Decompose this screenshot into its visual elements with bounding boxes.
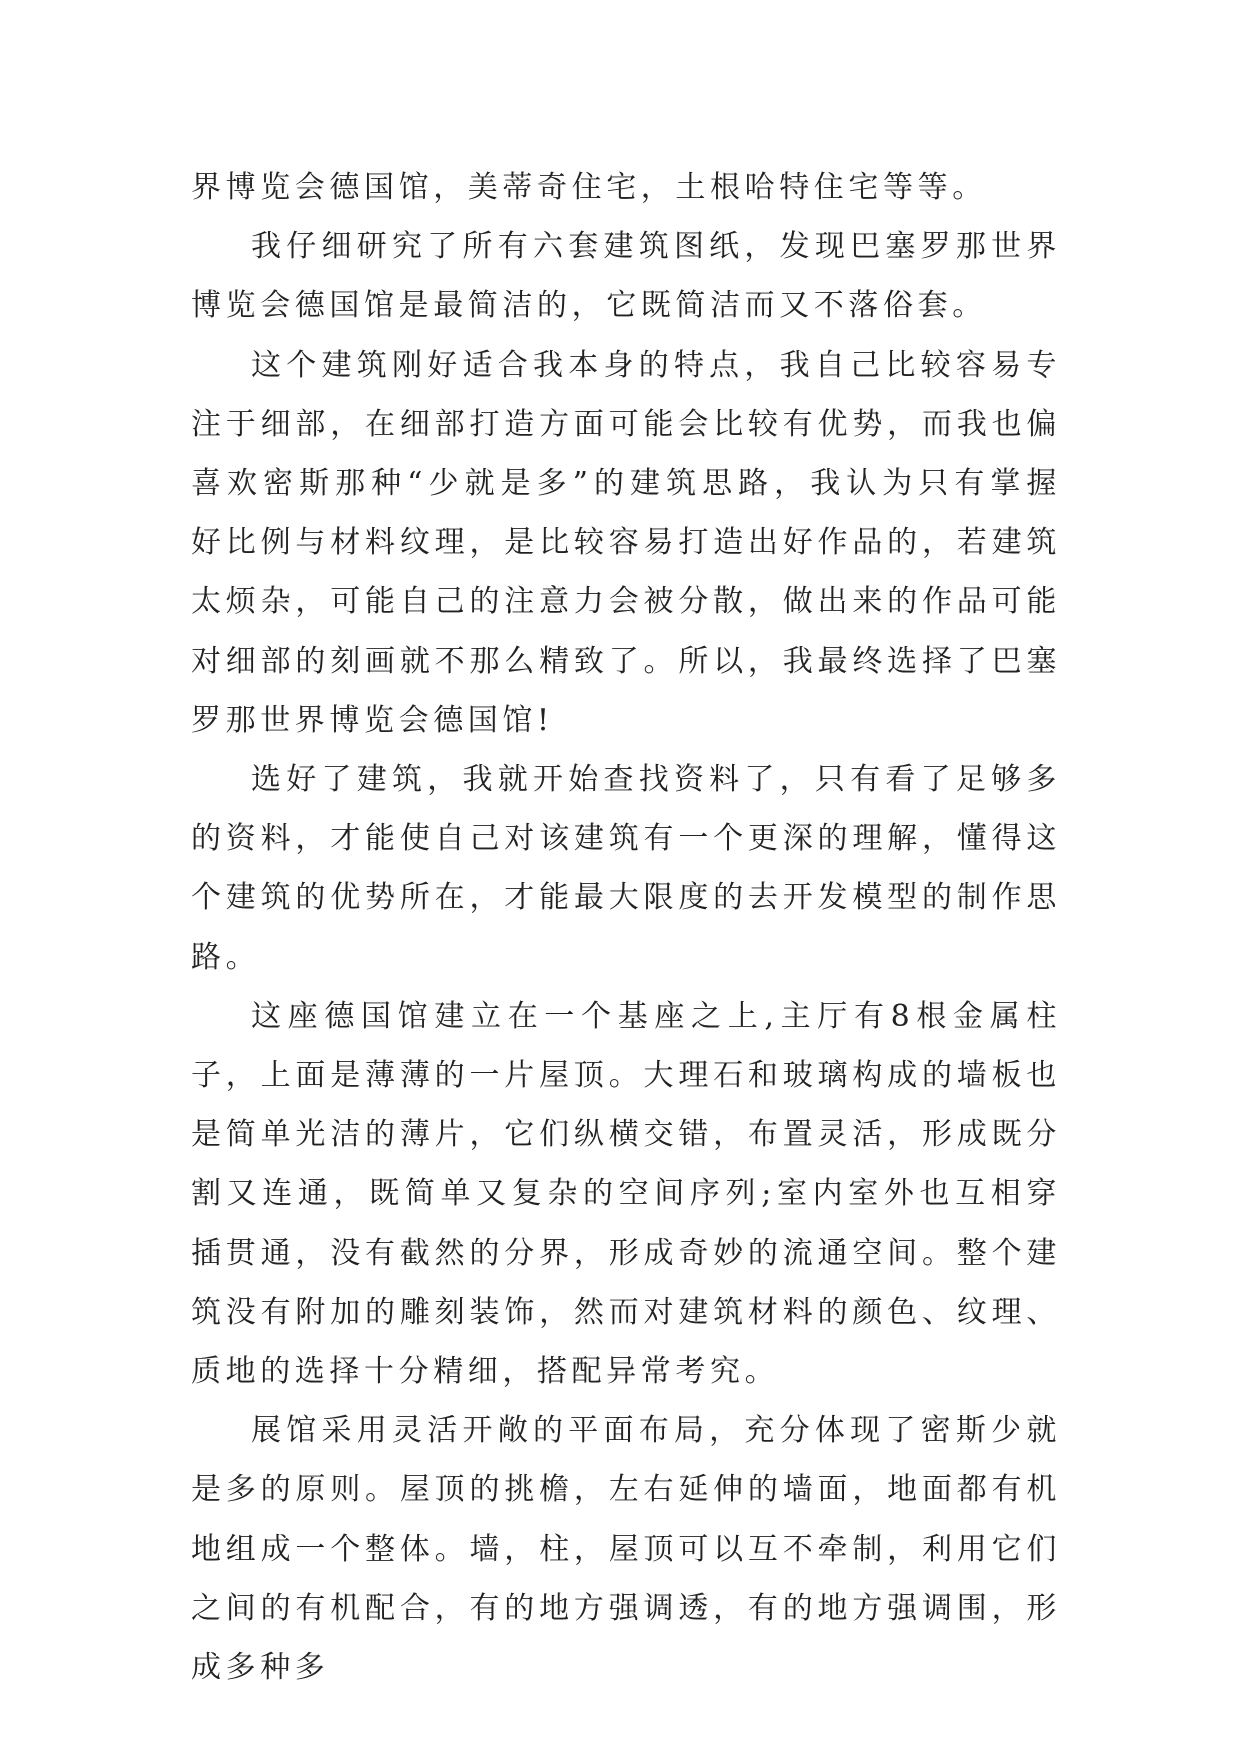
paragraph-continued: 界博览会德国馆，美蒂奇住宅，土根哈特住宅等等。 [191, 170, 987, 205]
paragraph-blueprint-study: 我仔细研究了所有六套建筑图纸，发现巴塞罗那世界博览会德国馆是最简洁的，它既简洁而又不落俗套。 [191, 229, 1061, 324]
paragraph-research: 选好了建筑，我就开始查找资料了，只有看了足够多的资料，才能使自己对该建筑有一个更深的理解，懂得这个建筑的优势所在，才能最大限度的去开发模型的制作思路。 [191, 762, 1061, 975]
document-body [191, 158, 1061, 1697]
paragraph-pavilion-structure: 这座德国馆建立在一个基座之上,主厅有8根金属柱子，上面是薄薄的一片屋顶。大理石和玻璃构成的墙板也是简单光洁的薄片，它们纵横交错，布置灵活，形成既分割又连通，既简单又复杂的空间序列;室内室外也互相穿插贯通，没有截然的分界，形成奇妙的流通空间。整个建筑没有附加的雕刻装饰，然而对建筑材料的颜色、纹理、质地的选择十分精细，搭配异常考究。 [191, 998, 1061, 1390]
paragraph-choice-reason: 这个建筑刚好适合我本身的特点，我自己比较容易专注于细部，在细部打造方面可能会比较有优势，而我也偏喜欢密斯那种“少就是多”的建筑思路，我认为只有掌握好比例与材料纹理，是比较容易打造出好作品的，若建筑太烦杂，可能自己的注意力会被分散，做出来的作品可能对细部的刻画就不那么精致了。所以，我最终选择了巴塞罗那世界博览会德国馆! [191, 347, 1061, 738]
paragraph-open-plan: 展馆采用灵活开敞的平面布局，充分体现了密斯少就是多的原则。屋顶的挑檐，左右延伸的墙面，地面都有机地组成一个整体。墙，柱，屋顶可以互不牵制，利用它们之间的有机配合，有的地方强调透，有的地方强调围，形成多种多 [191, 1413, 1061, 1686]
